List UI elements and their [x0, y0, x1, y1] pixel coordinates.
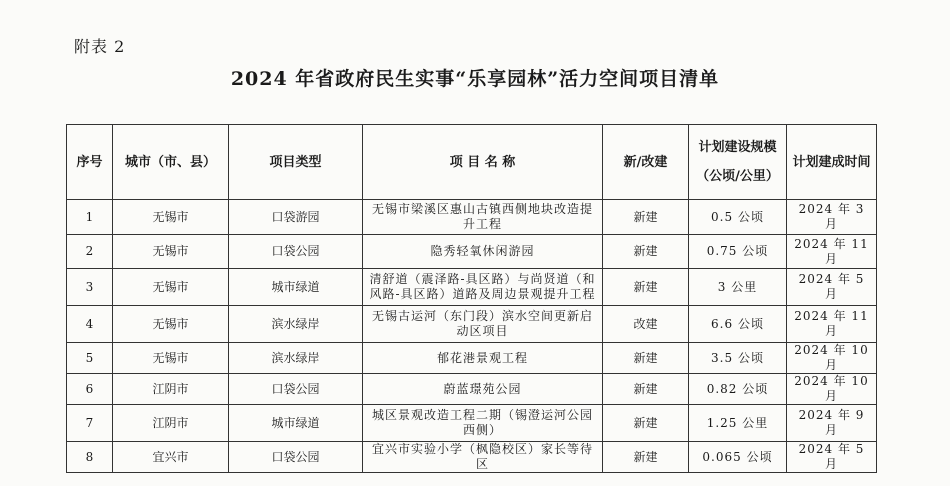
header-scale-line1: 计划建设规模	[698, 140, 777, 155]
cell-type: 城市绿道	[229, 269, 363, 306]
cell-city: 无锡市	[113, 343, 229, 374]
cell-type: 城市绿道	[229, 405, 363, 442]
table-row	[67, 374, 877, 405]
table-row	[67, 306, 877, 343]
header-scale-line2: （公顷/公里）	[696, 169, 779, 184]
cell-type: 口袋公园	[229, 235, 363, 269]
cell-time: 2024 年 3 月	[787, 200, 877, 235]
table-row	[67, 269, 877, 306]
annex-label: 附表 2	[74, 37, 126, 56]
table-row	[67, 343, 877, 374]
cell-time: 2024 年 10 月	[787, 343, 877, 374]
cell-type: 口袋公园	[229, 442, 363, 473]
cell-kind: 改建	[603, 306, 689, 343]
cell-name: 隐秀轻氧休闲游园	[363, 235, 603, 269]
header-name: 项 目 名 称	[363, 125, 603, 200]
cell-city: 无锡市	[113, 306, 229, 343]
cell-kind: 新建	[603, 343, 689, 374]
header-time: 计划建成时间	[787, 125, 877, 200]
cell-city: 宜兴市	[113, 442, 229, 473]
cell-type: 口袋公园	[229, 374, 363, 405]
cell-seq: 2	[67, 235, 113, 269]
cell-kind: 新建	[603, 405, 689, 442]
cell-time: 2024 年 11 月	[787, 306, 877, 343]
table-row	[67, 235, 877, 269]
cell-seq: 4	[67, 306, 113, 343]
cell-name: 无锡市梁溪区惠山古镇西侧地块改造提升工程	[363, 200, 603, 235]
cell-scale: 3 公里	[689, 269, 787, 306]
header-city: 城市（市、县）	[113, 125, 229, 200]
table-row	[67, 442, 877, 473]
cell-kind: 新建	[603, 200, 689, 235]
cell-seq: 5	[67, 343, 113, 374]
cell-name: 无锡古运河（东门段）滨水空间更新启动区项目	[363, 306, 603, 343]
cell-time: 2024 年 5 月	[787, 269, 877, 306]
cell-city: 江阴市	[113, 405, 229, 442]
cell-seq: 7	[67, 405, 113, 442]
cell-time: 2024 年 9 月	[787, 405, 877, 442]
cell-scale: 0.75 公顷	[689, 235, 787, 269]
cell-scale: 6.6 公顷	[689, 306, 787, 343]
table-header-row	[67, 125, 877, 200]
cell-name: 城区景观改造工程二期（锡澄运河公园西侧）	[363, 405, 603, 442]
cell-city: 无锡市	[113, 235, 229, 269]
cell-scale: 0.5 公顷	[689, 200, 787, 235]
cell-scale: 3.5 公顷	[689, 343, 787, 374]
cell-kind: 新建	[603, 442, 689, 473]
cell-time: 2024 年 10 月	[787, 374, 877, 405]
cell-seq: 1	[67, 200, 113, 235]
cell-type: 口袋游园	[229, 200, 363, 235]
header-seq: 序号	[67, 125, 113, 200]
cell-city: 江阴市	[113, 374, 229, 405]
cell-type: 滨水绿岸	[229, 306, 363, 343]
cell-seq: 6	[67, 374, 113, 405]
cell-kind: 新建	[603, 374, 689, 405]
header-kind: 新/改建	[603, 125, 689, 200]
page-title: 2024 年省政府民生实事“乐享园林”活力空间项目清单	[230, 68, 720, 90]
cell-type: 滨水绿岸	[229, 343, 363, 374]
table-row	[67, 200, 877, 235]
cell-name: 宜兴市实验小学（枫隐校区）家长等待区	[363, 442, 603, 473]
cell-city: 无锡市	[113, 269, 229, 306]
header-type: 项目类型	[229, 125, 363, 200]
cell-kind: 新建	[603, 269, 689, 306]
cell-name: 郁花港景观工程	[363, 343, 603, 374]
cell-city: 无锡市	[113, 200, 229, 235]
cell-time: 2024 年 11 月	[787, 235, 877, 269]
cell-name: 清舒道（震泽路-具区路）与尚贤道（和风路-具区路）道路及周边景观提升工程	[363, 269, 603, 306]
header-scale	[689, 125, 787, 200]
cell-seq: 8	[67, 442, 113, 473]
project-table	[66, 124, 877, 473]
cell-time: 2024 年 5 月	[787, 442, 877, 473]
cell-scale: 0.065 公顷	[689, 442, 787, 473]
cell-seq: 3	[67, 269, 113, 306]
cell-name: 蔚蓝璟苑公园	[363, 374, 603, 405]
table-row	[67, 405, 877, 442]
cell-kind: 新建	[603, 235, 689, 269]
cell-scale: 0.82 公顷	[689, 374, 787, 405]
cell-scale: 1.25 公里	[689, 405, 787, 442]
